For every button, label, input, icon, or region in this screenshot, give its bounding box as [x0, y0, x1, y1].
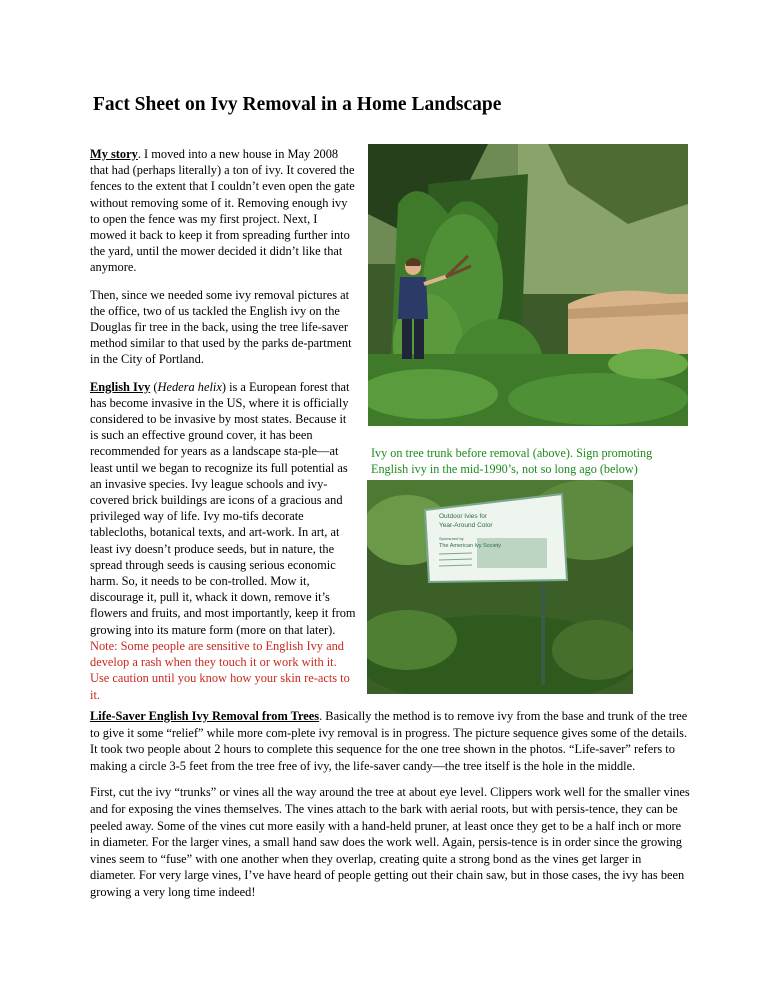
lifesaver-heading: Life-Saver English Ivy Removal from Trees [90, 709, 320, 723]
sign-sponsored: Sponsored by [439, 536, 464, 541]
sign-title-1: Outdoor Ivies for [439, 513, 488, 520]
caution-note: Note: Some people are sensitive to English Ivy and develop a rash when they touch it or work with it. Use caution until you know how your skin re-acts to it. [90, 638, 350, 702]
photo-caption: Ivy on tree trunk before removal (above). Sign promoting English ivy in the mid-1990’s, not so long ago (below) [371, 446, 653, 476]
ivy-society-sign [425, 494, 567, 582]
latin-name: Hedera helix [157, 379, 222, 394]
story-text: . I moved into a new house in May 2008 that had (perhaps literally) a ton of ivy. It covered the fences to the extent that I couldn’t even open the gate without removing some of it. Removing enough ivy to open the fence was my first project. Next, I mowed it back to keep it from spreading further into the yard, until the mower decided it didn’t like that anymore. [90, 147, 355, 275]
page-title: Fact Sheet on Ivy Removal in a Home Landscape [93, 94, 502, 115]
story-paragraph [90, 146, 356, 276]
story-heading: My story [90, 147, 138, 161]
ivy-sign-photo [367, 480, 633, 694]
sign-title-2: Year-Around Color [439, 522, 493, 529]
then-paragraph: Then, since we needed some ivy removal pictures at the office, two of us tackled the English ivy on the Douglas fir tree in the back, using the tree life-saver method similar to that used by the parks de-partment in the City of Portland. [90, 287, 352, 367]
ivy-tree-photo [368, 144, 688, 426]
lifesaver-section [90, 708, 690, 901]
left-column [90, 146, 356, 703]
lifesaver-paragraph [90, 708, 690, 774]
sign-society: The American Ivy Society [439, 543, 502, 549]
english-ivy-heading: English Ivy [90, 379, 151, 394]
english-ivy-text: ) is a European forest that has become invasive in the US, where it is officially considered to be invasive by most states. Because it is such an effective ground cover, it has been recommended for years as a landscape sta-ple—at least until we began to recognize its full potential as an invasive species. Ivy league schools and ivy-covered brick buildings are icons of a gracious and privileged way of life. Ivy mo-tifs decorate tablecloths, botanical texts, and art-work. In art, at least ivy doesn’t produce seeds, but in nature, the spread through seeds is causing serious economic harm. So, it needs to be con-trolled. Mow it, discourage it, pull it, whack it down, remove it’s flowers and fruits, and most importantly, keep it from growing into its mature form (more on that later). [90, 379, 356, 637]
first-cut-paragraph: First, cut the ivy “trunks” or vines all the way around the tree at about eye level. Clippers work well for the smaller vines and for exposing the vines themselves. The vines attach to the bark with aerial roots, but with persis-tence, they can be peeled away. Some of the vines cut more easily with a hand-held pruner, at least once they get to be a half inch or more in diameter. For the larger vines, a small hand saw does the work well. Again, persis-tence is in order since the growing vines seem to “fuse” with one another when they overlap, creating quite a strong bond as the vines get larger in diameter. For very large vines, I’ve have heard of people getting out their chain saw, but in those cases, the ivy has been growing a very long time indeed! [90, 785, 690, 899]
lifesaver-intro: . Basically the method is to remove ivy from the base and trunk of the tree to give it some “relief” while more com-plete ivy removal is in progress. The picture sequence gives some of the details. It took two people about 2 hours to complete this sequence for the one tree shown in the photos. “Life-saver” refers to making a circle 3-5 feet from the tree free of ivy, the life-saver candy—the tree itself is the hole in the middle. [90, 709, 688, 773]
english-ivy-paragraph: English Ivy (Hedera helix) is a European forest that has become invasive in the US, where it is officially considered to be invasive by most states. Because it is such an effective ground cover, it has been recommended for years as a landscape sta-ple—at least until we began to recognize its full potential as an invasive species. Ivy league schools and ivy-covered brick buildings are icons of a gracious and privileged way of life. Ivy mo-tifs decorate tablecloths, botanical texts, and art-work. In art, at least ivy doesn’t produce seeds, but in nature, the spread through seeds is causing serious economic harm. So, it needs to be con-trolled. Mow it, discourage it, pull it, whack it down, remove it’s flowers and fruits, and most importantly, keep it from growing into its mature form (more on that later). Note: Some people are sensitive to English Ivy and develop a rash when they touch it or work with it. Use caution until you know how your skin re-acts to it. [90, 379, 356, 702]
